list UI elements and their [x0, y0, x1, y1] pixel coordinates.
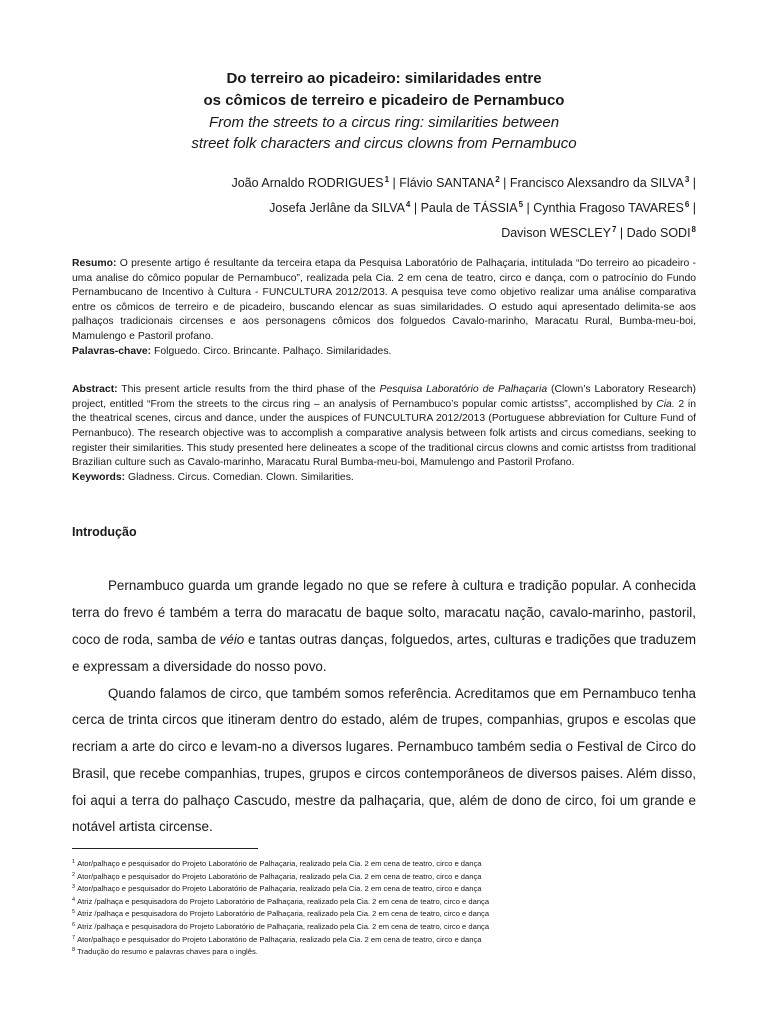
footnote-6	[72, 920, 696, 933]
palavras-chave-text: Folguedo. Circo. Brincante. Palhaço. Similaridades.	[151, 345, 392, 357]
title-pt-line-2: os cômicos de terreiro e picadeiro de Pernambuco	[203, 92, 565, 109]
author-name: Josefa Jerlâne da SILVA	[269, 201, 405, 215]
abstract-text: (Clown’s Laboratory Research) project, entitled “From the streets to the circus ring – an analysis of Pernambuco’s popular comic artistss”, accomplished by	[72, 384, 696, 410]
title-portuguese	[72, 68, 696, 112]
author-footnote-ref: 3	[684, 175, 690, 184]
body-paragraph-2: Quando falamos de circo, que também somos referência. Acreditamos que em Pernambuco tenha cerca de trinta circos que itineram dentro do estado, além de trupes, companhias, grupos e escolas que recriam a arte do circo e levam-no a diversos lugares. Pernambuco também sedia o Festival de Circo do Brasil, que recebe companhias, trupes, grupos e circos contemporâneos de diversos paises. Além disso, foi aqui a terra do palhaço Cascudo, mestre da palhaçaria, que, além de dono de circo, foi um grande e notável artista circense.	[72, 685, 696, 835]
footnote-4	[72, 895, 696, 908]
footnote-text: Ator/palhaço e pesquisador do Projeto Laboratório de Palhaçaria, realizado pela Cia. 2 em cena de teatro, circo e dança	[77, 871, 482, 881]
author-separator: |	[499, 176, 510, 190]
body-text-run: Pernambuco guarda um grande legado no que se refere à cultura e tradição popular. A conhecida terra do frevo é também a terra do maracatu de baque solto, maracatu nação, cavalo-marinho, pastoril, coco de roda, samba de	[72, 578, 696, 647]
footnote-number: 1	[72, 859, 76, 865]
abstract-label: Abstract:	[72, 384, 118, 396]
author-separator: |	[410, 201, 421, 215]
abstract-paragraph	[72, 383, 696, 471]
abstract-block	[72, 383, 696, 485]
palavras-chave	[72, 345, 696, 360]
title-en-line-2: street folk characters and circus clowns from Pernambuco	[191, 135, 577, 152]
footnote-number: 7	[72, 934, 76, 941]
footnote-text: Atriz /palhaça e pesquisadora do Projeto Laboratório de Palhaçaria, realizado pela Cia. 2 em cena de teatro, circo e dança	[77, 909, 490, 919]
footnote-number: 2	[72, 871, 76, 878]
footnote-text: Ator/palhaço e pesquisador do Projeto Laboratório de Palhaçaria, realizado pela Cia. 2 em cena de teatro, circo e dança	[77, 859, 482, 868]
author-footnote-ref: 8	[691, 225, 696, 234]
footnote-separator	[72, 848, 258, 849]
title-pt-line-1: Do terreiro ao picadeiro: similaridades entre	[226, 70, 542, 87]
author-footnote-ref: 5	[518, 200, 524, 209]
author-footnote-ref: 2	[495, 175, 500, 184]
author-line-1	[72, 169, 696, 194]
palavras-chave-label: Palavras-chave:	[72, 345, 152, 357]
author-separator: |	[689, 201, 696, 215]
author-name: Francisco Alexsandro da SILVA	[509, 176, 684, 190]
author-name: João Arnaldo RODRIGUES	[231, 176, 384, 190]
section-heading-introducao: Introdução	[72, 525, 137, 540]
footnote-text: Ator/palhaço e pesquisador do Projeto Laboratório de Palhaçaria, realizado pela Cia. 2 em cena de teatro, circo e dança	[77, 934, 482, 944]
author-separator: |	[689, 176, 696, 190]
footnote-text: Ator/palhaço e pesquisador do Projeto Laboratório de Palhaçaria, realizado pela Cia. 2 em cena de teatro, circo e dança	[77, 884, 482, 894]
author-footnote-ref: 7	[611, 225, 617, 234]
body-text-run: e tantas outras danças, folguedos, artes, culturas e tradições que traduzem e expressam a diversidade do nosso povo.	[72, 631, 696, 674]
author-separator: |	[523, 201, 534, 215]
keywords	[72, 471, 696, 486]
footnote-text: Atriz /palhaça e pesquisadora do Projeto Laboratório de Palhaçaria, realizado pela Cia. 2 em cena de teatro, circo e dança	[77, 921, 490, 931]
keywords-text: Gladness. Circus. Comedian. Clown. Similarities.	[125, 471, 354, 483]
footnote-number: 5	[72, 909, 76, 916]
abstract-italic-cia: Cia.	[656, 398, 675, 410]
author-line-2	[72, 194, 696, 219]
body-italic-veio: véio	[219, 631, 245, 647]
author-footnote-ref: 4	[405, 200, 411, 209]
author-list	[72, 169, 696, 244]
author-footnote-ref: 1	[384, 175, 390, 184]
body-paragraph-1	[72, 573, 696, 680]
footnote-2	[72, 870, 696, 883]
footnotes	[72, 848, 696, 958]
footnote-number: 4	[72, 896, 76, 903]
author-separator: |	[389, 176, 400, 190]
author-name: Flávio SANTANA	[399, 176, 495, 190]
footnote-text: Atriz /palhaça e pesquisadora do Projeto Laboratório de Palhaçaria, realizado pela Cia. 2 em cena de teatro, circo e dança	[77, 896, 490, 906]
abstract-italic-project: Pesquisa Laboratório de Palhaçaria	[379, 384, 548, 396]
title-en-line-1: From the streets to a circus ring: similarities between	[208, 114, 560, 131]
author-line-3	[72, 219, 696, 244]
footnote-text: Tradução do resumo e palavras chaves para o inglês.	[77, 947, 258, 957]
footnote-5	[72, 907, 696, 920]
author-name: Davison WESCLEY	[501, 226, 611, 240]
footnote-8	[72, 945, 696, 958]
footnote-1	[72, 857, 696, 870]
resumo-paragraph	[72, 257, 696, 345]
author-name: Cynthia Fragoso TAVARES	[533, 201, 684, 215]
footnote-number: 6	[72, 921, 76, 928]
abstract-text: 2 in the theatrical scenes, circus and dance, under the auspices of FUNCULTURA 2012/2013 (Portuguese abbreviation for Culture Fund of Pernanbuco). The research objective was to accomplish a comparative analysis between folk artists and circus comedians, seeking to register their similarities. This study presented here delineates a scope of the traditional circus clowns and comic artistss from traditional Brazilian culture such as Cavalo-marinho, Maracatu Rural Bumba-meu-boi, Mamulengo and Pastoril Profano.	[72, 398, 696, 469]
author-name: Dado SODI	[626, 226, 691, 240]
author-footnote-ref: 6	[684, 200, 690, 209]
resumo-block	[72, 257, 696, 359]
footnote-7	[72, 933, 696, 946]
footnote-number: 3	[72, 884, 76, 891]
author-name: Paula de TÁSSIA	[420, 201, 518, 215]
resumo-text: O presente artigo é resultante da terceira etapa da Pesquisa Laboratório de Palhaçaria, intitulada “Do terreiro ao picadeiro - uma analise do cômico popular de Pernambuco”, realizada pela Cia. 2 em cena de teatro, circo e dança, com o patrocínio do Fundo Pernambucano de Incentivo à Cultura - FUNCULTURA 2012/2013. A pesquisa teve como objetivo realizar uma análise comparativa entre os cômicos de terreiro e de picadeiro, buscando elencar as suas similaridades. O estudo aqui apresentado delimita-se aos palhaços tradicionais circenses e aos personagens cômicos dos folguedos Cavalo-marinho, Maracatu Rural, Bumba-meu-boi, Mamulengo e Pastoril profano.	[72, 258, 696, 342]
keywords-label: Keywords:	[72, 471, 126, 483]
footnote-number: 8	[72, 947, 76, 954]
resumo-label: Resumo:	[72, 258, 117, 269]
body-text	[72, 573, 696, 841]
abstract-text: This present article results from the third phase of the	[117, 384, 380, 396]
title-english	[72, 112, 696, 154]
footnote-3	[72, 882, 696, 895]
author-separator: |	[616, 226, 627, 240]
